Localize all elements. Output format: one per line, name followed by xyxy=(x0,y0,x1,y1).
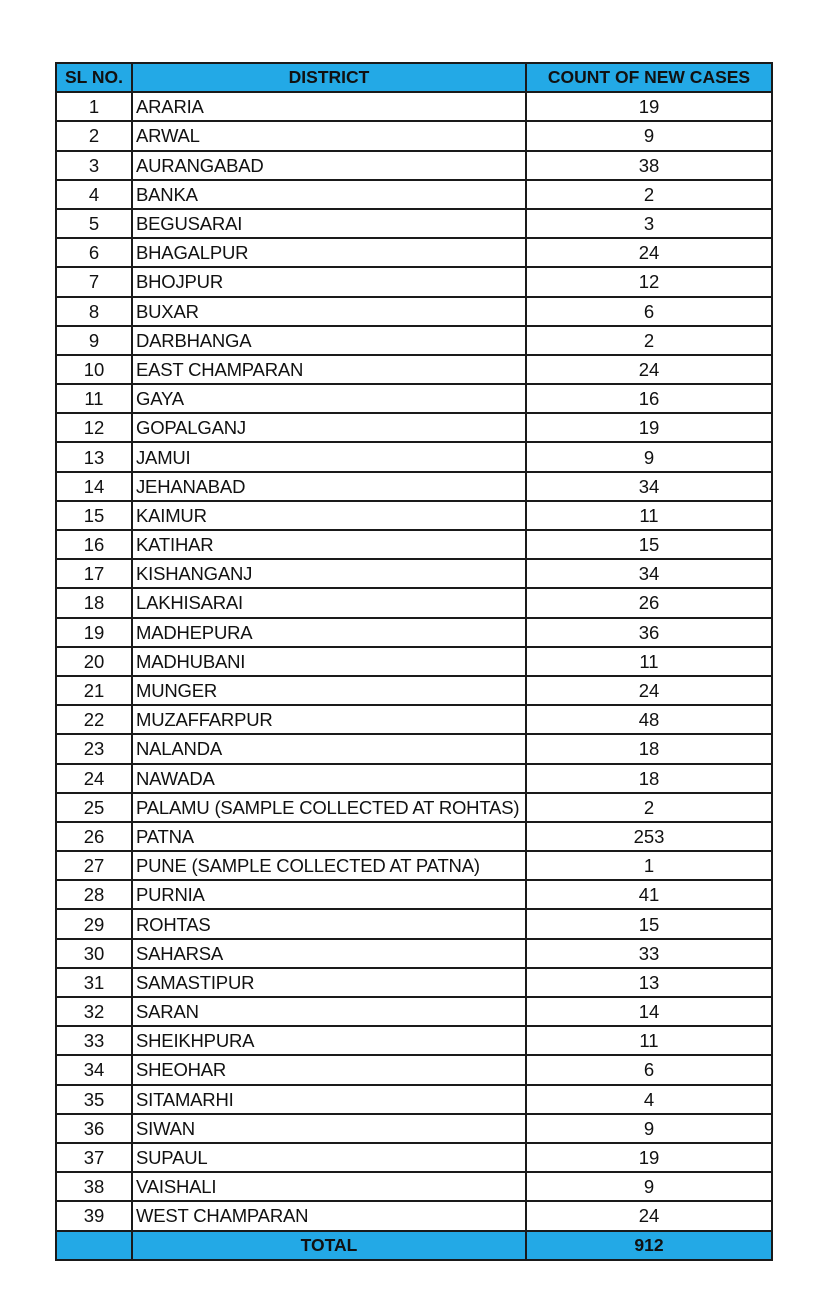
district-cell: PUNE (SAMPLE COLLECTED AT PATNA) xyxy=(132,851,526,880)
count-cell: 6 xyxy=(526,1055,772,1084)
table-row xyxy=(56,588,772,617)
sl-cell: 9 xyxy=(56,326,132,355)
district-cell: PURNIA xyxy=(132,880,526,909)
sl-cell: 10 xyxy=(56,355,132,384)
sl-cell: 26 xyxy=(56,822,132,851)
district-cell: AURANGABAD xyxy=(132,151,526,180)
sl-cell: 6 xyxy=(56,238,132,267)
header-count-new-cases: COUNT OF NEW CASES xyxy=(526,63,772,92)
count-cell: 16 xyxy=(526,384,772,413)
district-cell: SUPAUL xyxy=(132,1143,526,1172)
table-row xyxy=(56,764,772,793)
sl-cell: 7 xyxy=(56,267,132,296)
district-cell: GAYA xyxy=(132,384,526,413)
table-row xyxy=(56,355,772,384)
table-row xyxy=(56,939,772,968)
district-cell: LAKHISARAI xyxy=(132,588,526,617)
sl-cell: 3 xyxy=(56,151,132,180)
count-cell: 2 xyxy=(526,793,772,822)
count-cell: 19 xyxy=(526,413,772,442)
district-cell: WEST CHAMPARAN xyxy=(132,1201,526,1230)
count-cell: 4 xyxy=(526,1085,772,1114)
district-cell: PALAMU (SAMPLE COLLECTED AT ROHTAS) xyxy=(132,793,526,822)
sl-cell: 39 xyxy=(56,1201,132,1230)
count-cell: 41 xyxy=(526,880,772,909)
sl-cell: 8 xyxy=(56,297,132,326)
table-row xyxy=(56,1026,772,1055)
count-cell: 9 xyxy=(526,442,772,471)
sl-cell: 34 xyxy=(56,1055,132,1084)
count-cell: 14 xyxy=(526,997,772,1026)
table-row xyxy=(56,880,772,909)
count-cell: 18 xyxy=(526,764,772,793)
table-row xyxy=(56,472,772,501)
count-cell: 15 xyxy=(526,909,772,938)
sl-cell: 11 xyxy=(56,384,132,413)
count-cell: 34 xyxy=(526,472,772,501)
count-cell: 36 xyxy=(526,618,772,647)
sl-cell: 12 xyxy=(56,413,132,442)
table-row xyxy=(56,326,772,355)
total-row xyxy=(56,1231,772,1260)
count-cell: 33 xyxy=(526,939,772,968)
table-row xyxy=(56,1172,772,1201)
district-cell: PATNA xyxy=(132,822,526,851)
sl-cell: 32 xyxy=(56,997,132,1026)
district-cell: BEGUSARAI xyxy=(132,209,526,238)
sl-cell: 22 xyxy=(56,705,132,734)
table-row xyxy=(56,647,772,676)
district-cell: SARAN xyxy=(132,997,526,1026)
district-cell: ROHTAS xyxy=(132,909,526,938)
district-cell: SAHARSA xyxy=(132,939,526,968)
table-row xyxy=(56,851,772,880)
sl-cell: 2 xyxy=(56,121,132,150)
count-cell: 9 xyxy=(526,1114,772,1143)
sl-cell: 27 xyxy=(56,851,132,880)
district-cell: SHEOHAR xyxy=(132,1055,526,1084)
sl-cell: 24 xyxy=(56,764,132,793)
sl-cell: 31 xyxy=(56,968,132,997)
count-cell: 24 xyxy=(526,238,772,267)
district-cell: BANKA xyxy=(132,180,526,209)
count-cell: 11 xyxy=(526,1026,772,1055)
count-cell: 26 xyxy=(526,588,772,617)
district-cell: KISHANGANJ xyxy=(132,559,526,588)
sl-cell: 33 xyxy=(56,1026,132,1055)
district-cell: SHEIKHPURA xyxy=(132,1026,526,1055)
table-row xyxy=(56,968,772,997)
sl-cell: 16 xyxy=(56,530,132,559)
header-sl-no: SL NO. xyxy=(56,63,132,92)
count-cell: 19 xyxy=(526,92,772,121)
sl-cell: 18 xyxy=(56,588,132,617)
district-cell: BHOJPUR xyxy=(132,267,526,296)
district-cell: BUXAR xyxy=(132,297,526,326)
table-row xyxy=(56,530,772,559)
sl-cell: 28 xyxy=(56,880,132,909)
sl-cell: 25 xyxy=(56,793,132,822)
sl-cell: 30 xyxy=(56,939,132,968)
table-row xyxy=(56,793,772,822)
district-cell: EAST CHAMPARAN xyxy=(132,355,526,384)
district-cell: NAWADA xyxy=(132,764,526,793)
count-cell: 24 xyxy=(526,676,772,705)
district-cell: ARARIA xyxy=(132,92,526,121)
sl-cell: 38 xyxy=(56,1172,132,1201)
district-cell: SIWAN xyxy=(132,1114,526,1143)
table-row xyxy=(56,997,772,1026)
count-cell: 19 xyxy=(526,1143,772,1172)
district-cell: GOPALGANJ xyxy=(132,413,526,442)
table-row xyxy=(56,151,772,180)
sl-cell: 21 xyxy=(56,676,132,705)
count-cell: 12 xyxy=(526,267,772,296)
total-empty-cell xyxy=(56,1231,132,1260)
sl-cell: 20 xyxy=(56,647,132,676)
district-cases-table xyxy=(55,62,773,1261)
district-cell: SAMASTIPUR xyxy=(132,968,526,997)
count-cell: 11 xyxy=(526,647,772,676)
header-row xyxy=(56,63,772,92)
district-cell: DARBHANGA xyxy=(132,326,526,355)
count-cell: 2 xyxy=(526,180,772,209)
district-cell: MADHUBANI xyxy=(132,647,526,676)
table-row xyxy=(56,501,772,530)
sl-cell: 35 xyxy=(56,1085,132,1114)
table-row xyxy=(56,442,772,471)
table-row xyxy=(56,297,772,326)
total-value: 912 xyxy=(526,1231,772,1260)
table-row xyxy=(56,121,772,150)
sl-cell: 14 xyxy=(56,472,132,501)
count-cell: 15 xyxy=(526,530,772,559)
total-label: TOTAL xyxy=(132,1231,526,1260)
table-row xyxy=(56,92,772,121)
table-row xyxy=(56,705,772,734)
count-cell: 34 xyxy=(526,559,772,588)
table-row xyxy=(56,1085,772,1114)
count-cell: 2 xyxy=(526,326,772,355)
table-row xyxy=(56,180,772,209)
table-footer xyxy=(56,1231,772,1260)
count-cell: 38 xyxy=(526,151,772,180)
table-row xyxy=(56,909,772,938)
sl-cell: 29 xyxy=(56,909,132,938)
sl-cell: 15 xyxy=(56,501,132,530)
sl-cell: 5 xyxy=(56,209,132,238)
count-cell: 24 xyxy=(526,1201,772,1230)
sl-cell: 37 xyxy=(56,1143,132,1172)
district-cell: SITAMARHI xyxy=(132,1085,526,1114)
table-header xyxy=(56,63,772,92)
count-cell: 9 xyxy=(526,1172,772,1201)
district-cell: MUZAFFARPUR xyxy=(132,705,526,734)
district-cell: KATIHAR xyxy=(132,530,526,559)
count-cell: 24 xyxy=(526,355,772,384)
district-cell: NALANDA xyxy=(132,734,526,763)
table-row xyxy=(56,734,772,763)
district-cell: MUNGER xyxy=(132,676,526,705)
count-cell: 1 xyxy=(526,851,772,880)
count-cell: 13 xyxy=(526,968,772,997)
district-cell: KAIMUR xyxy=(132,501,526,530)
table-row xyxy=(56,822,772,851)
count-cell: 6 xyxy=(526,297,772,326)
table-row xyxy=(56,618,772,647)
table-row xyxy=(56,1143,772,1172)
table-row xyxy=(56,209,772,238)
table-body xyxy=(56,92,772,1230)
count-cell: 253 xyxy=(526,822,772,851)
count-cell: 11 xyxy=(526,501,772,530)
district-cell: BHAGALPUR xyxy=(132,238,526,267)
sl-cell: 23 xyxy=(56,734,132,763)
table-row xyxy=(56,267,772,296)
table-row xyxy=(56,238,772,267)
count-cell: 9 xyxy=(526,121,772,150)
table-row xyxy=(56,384,772,413)
count-cell: 48 xyxy=(526,705,772,734)
sl-cell: 17 xyxy=(56,559,132,588)
table-row xyxy=(56,413,772,442)
district-cell: JEHANABAD xyxy=(132,472,526,501)
table-row xyxy=(56,1055,772,1084)
table-row xyxy=(56,676,772,705)
count-cell: 3 xyxy=(526,209,772,238)
header-district: DISTRICT xyxy=(132,63,526,92)
table-row xyxy=(56,1201,772,1230)
sl-cell: 19 xyxy=(56,618,132,647)
district-cell: JAMUI xyxy=(132,442,526,471)
sl-cell: 4 xyxy=(56,180,132,209)
table-row xyxy=(56,559,772,588)
sl-cell: 36 xyxy=(56,1114,132,1143)
sl-cell: 13 xyxy=(56,442,132,471)
count-cell: 18 xyxy=(526,734,772,763)
table-row xyxy=(56,1114,772,1143)
district-cell: ARWAL xyxy=(132,121,526,150)
sl-cell: 1 xyxy=(56,92,132,121)
district-cell: VAISHALI xyxy=(132,1172,526,1201)
district-cell: MADHEPURA xyxy=(132,618,526,647)
